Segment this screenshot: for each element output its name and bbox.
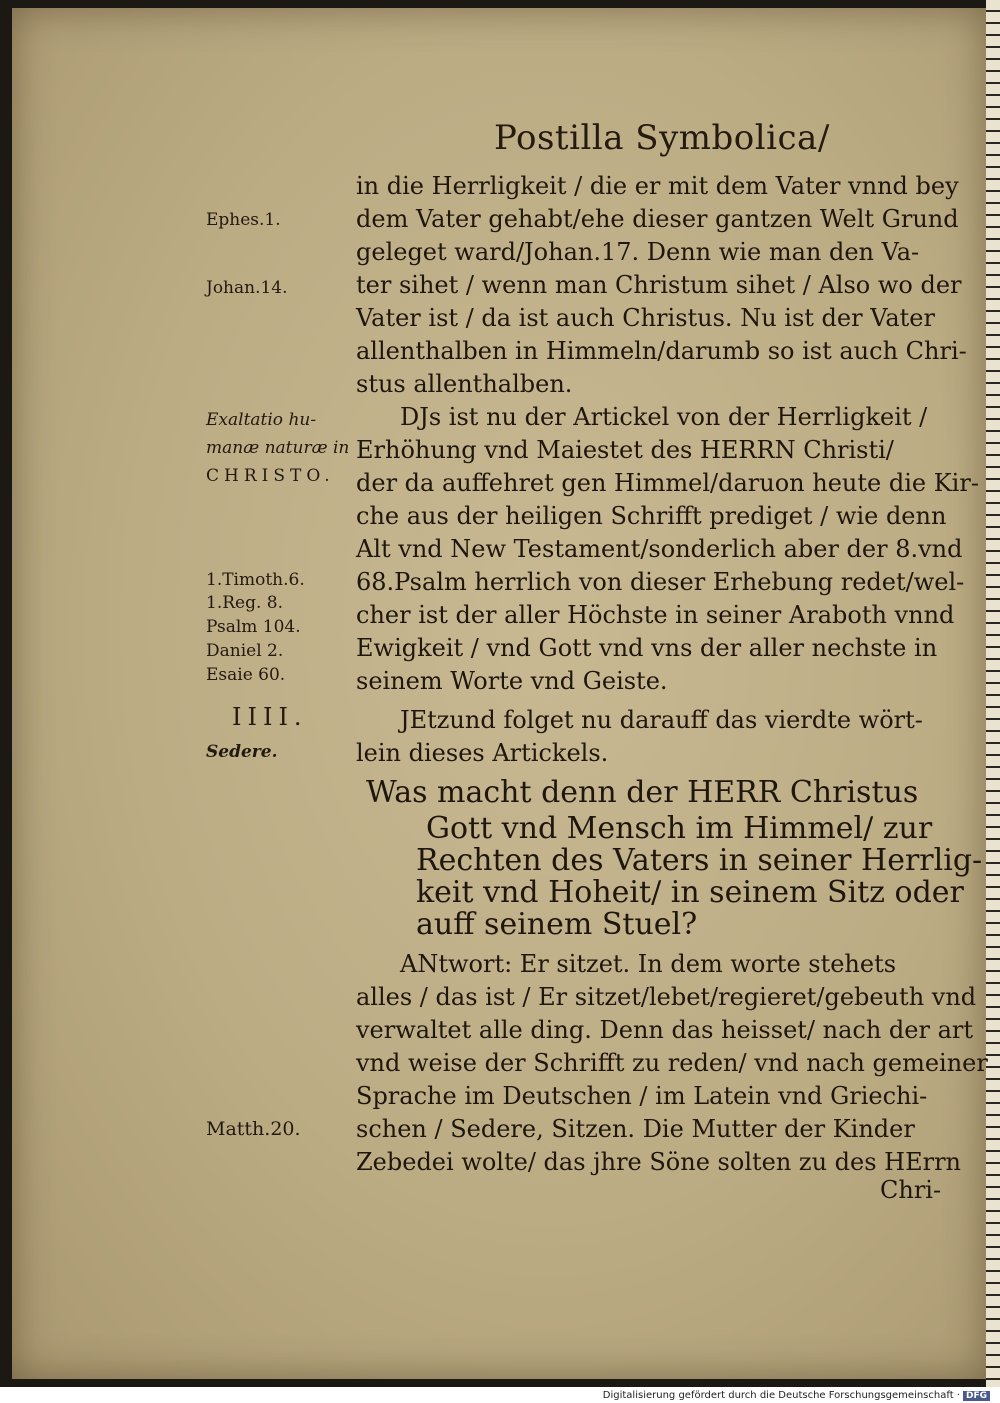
body-line: Erhöhung vnd Maiestet des HERRN Christi/ [356, 436, 894, 464]
body-line: cher ist der aller Höchste in seiner Araboth vnnd [356, 601, 955, 629]
margin-note: manæ naturæ in [206, 438, 350, 458]
answer-line: Zebedei wolte/ das jhre Söne solten zu des HErrn [356, 1148, 962, 1176]
page-header: Postilla Symbolica/ [494, 118, 830, 158]
body-line: allenthalben in Himmeln/darumb so ist auch Chri- [356, 337, 967, 365]
catchword: Chri- [880, 1176, 942, 1204]
margin-note: Exaltatio hu- [206, 410, 317, 430]
body-line: ter sihet / wenn man Christum sihet / Also wo der [356, 271, 962, 299]
margin-note: 1.Reg. 8. [206, 593, 283, 613]
margin-note: Esaie 60. [206, 665, 286, 685]
answer-line: Sprache im Deutschen / im Latein vnd Griechi- [356, 1082, 928, 1110]
question-line: Rechten des Vaters in seiner Herrlig- [416, 843, 983, 878]
body-line: Alt vnd New Testament/sonderlich aber der 8.vnd [356, 535, 963, 563]
question-line: keit vnd Hoheit/ in seinem Sitz oder [416, 875, 964, 910]
footer-text: Digitalisierung gefördert durch die Deutsche Forschungsgemeinschaft · [602, 1390, 960, 1401]
scale-ruler [986, 0, 1000, 1387]
answer-line: alles / das ist / Er sitzet/lebet/regieret/gebeuth vnd [356, 983, 977, 1011]
margin-note: Sedere. [206, 742, 278, 762]
body-line: stus allenthalben. [356, 370, 573, 398]
margin-note: Ephes.1. [206, 210, 281, 230]
body-line: seinem Worte vnd Geiste. [356, 667, 668, 695]
body-line: JEtzund folget nu darauff das vierdte wört- [400, 706, 923, 734]
margin-note: 1.Timoth.6. [206, 570, 305, 590]
margin-note: Psalm 104. [206, 617, 301, 637]
answer-line: ANtwort: Er sitzet. In dem worte stehets [400, 950, 897, 978]
footer-credit [560, 1390, 990, 1401]
question-line: Gott vnd Mensch im Himmel/ zur [426, 811, 933, 846]
answer-line: verwaltet alle ding. Denn das heisset/ nach der art [356, 1016, 974, 1044]
margin-note: CHRISTO. [206, 466, 335, 486]
body-line: geleget ward/Johan.17. Denn wie man den Va- [356, 238, 920, 266]
body-line: Ewigkeit / vnd Gott vnd vns der aller nechste in [356, 634, 938, 662]
body-line: DJs ist nu der Artickel von der Herrligkeit / [400, 403, 928, 431]
dfg-logo: DFG [963, 1391, 990, 1401]
body-line: in die Herrligkeit / die er mit dem Vater vnnd bey [356, 172, 959, 200]
body-line: lein dieses Artickels. [356, 739, 609, 767]
body-line: 68.Psalm herrlich von dieser Erhebung redet/wel- [356, 568, 965, 596]
margin-note: Daniel 2. [206, 641, 284, 661]
body-line: Vater ist / da ist auch Christus. Nu ist der Vater [356, 304, 935, 332]
body-line: che aus der heiligen Schrifft prediget / wie denn [356, 502, 947, 530]
answer-line: schen / Sedere, Sitzen. Die Mutter der Kinder [356, 1115, 915, 1143]
margin-note: Matth.20. [206, 1118, 301, 1140]
body-line: dem Vater gehabt/ehe dieser gantzen Welt Grund [356, 205, 959, 233]
question-line: Was macht denn der HERR Christus [366, 775, 919, 810]
margin-note: IIII. [232, 703, 308, 731]
answer-line: vnd weise der Schrifft zu reden/ vnd nach gemeiner [356, 1049, 988, 1077]
margin-note: Johan.14. [206, 278, 288, 298]
question-line: auff seinem Stuel? [416, 907, 698, 942]
body-line: der da auffehret gen Himmel/daruon heute die Kir- [356, 469, 979, 497]
